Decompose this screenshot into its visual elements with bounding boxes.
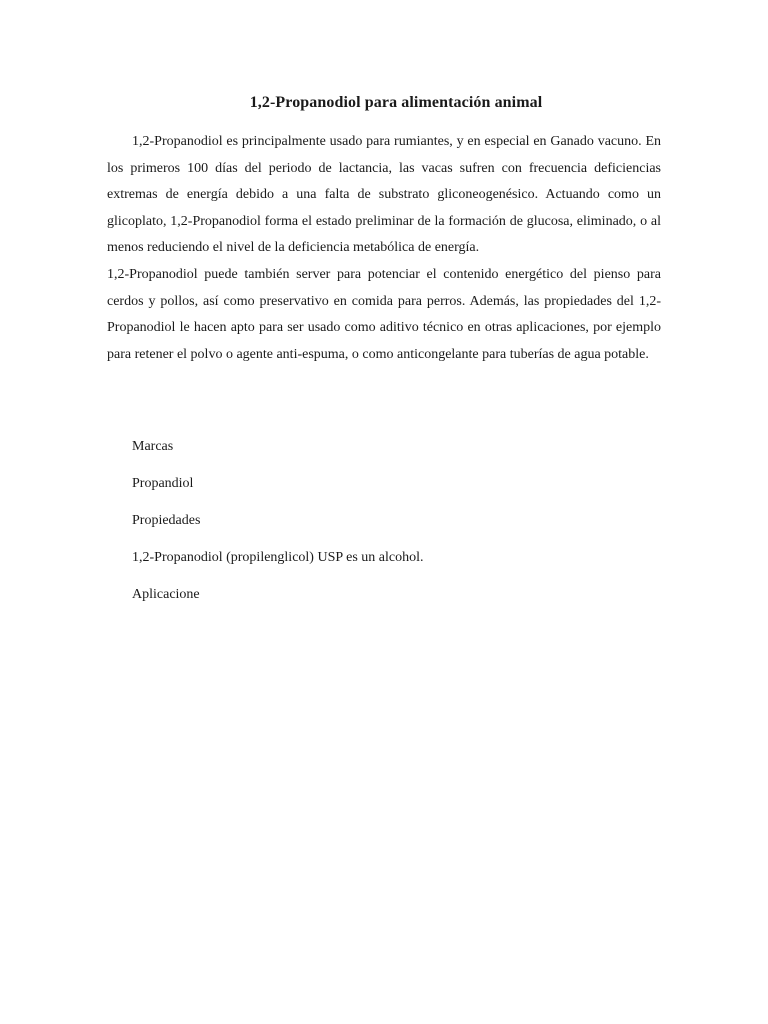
section-item-aplicacione: Aplicacione bbox=[132, 587, 200, 602]
section-item-propandiol: Propandiol bbox=[132, 476, 194, 491]
paragraph-1: 1,2-Propanodiol es principalmente usado para rumiantes, y en especial en Ganado vacuno. En los primeros 100 días del periodo de lactancia, las vacas sufren con frecuencia deficiencias extremas de energía debido a una falta de substrato gliconeogenésico. Actuando como un glicoplato, 1,2-Propanodiol forma el estado preliminar de la formación de glucosa, eliminado, o al menos reduciendo el nivel de la deficiencia metabólica de energía. bbox=[107, 134, 661, 256]
section-item-alcohol: 1,2-Propanodiol (propilenglicol) USP es un alcohol. bbox=[132, 550, 424, 565]
document-title: 1,2-Propanodiol para alimentación animal bbox=[249, 94, 543, 111]
section-item-propiedades: Propiedades bbox=[132, 513, 201, 528]
section-list bbox=[132, 437, 672, 622]
paragraph-2: 1,2-Propanodiol puede también server para potenciar el contenido energético del pienso para cerdos y pollos, así como preservativo en comida para perros. Además, las propiedades del 1,2-Propanodiol le hacen apto para ser usado como aditivo técnico en otras aplicaciones, por ejemplo para retener el polvo o agente anti-espuma, o como anticongelante para tuberías de agua potable. bbox=[107, 266, 661, 362]
document-body bbox=[107, 129, 661, 368]
section-item-marcas: Marcas bbox=[132, 439, 174, 454]
